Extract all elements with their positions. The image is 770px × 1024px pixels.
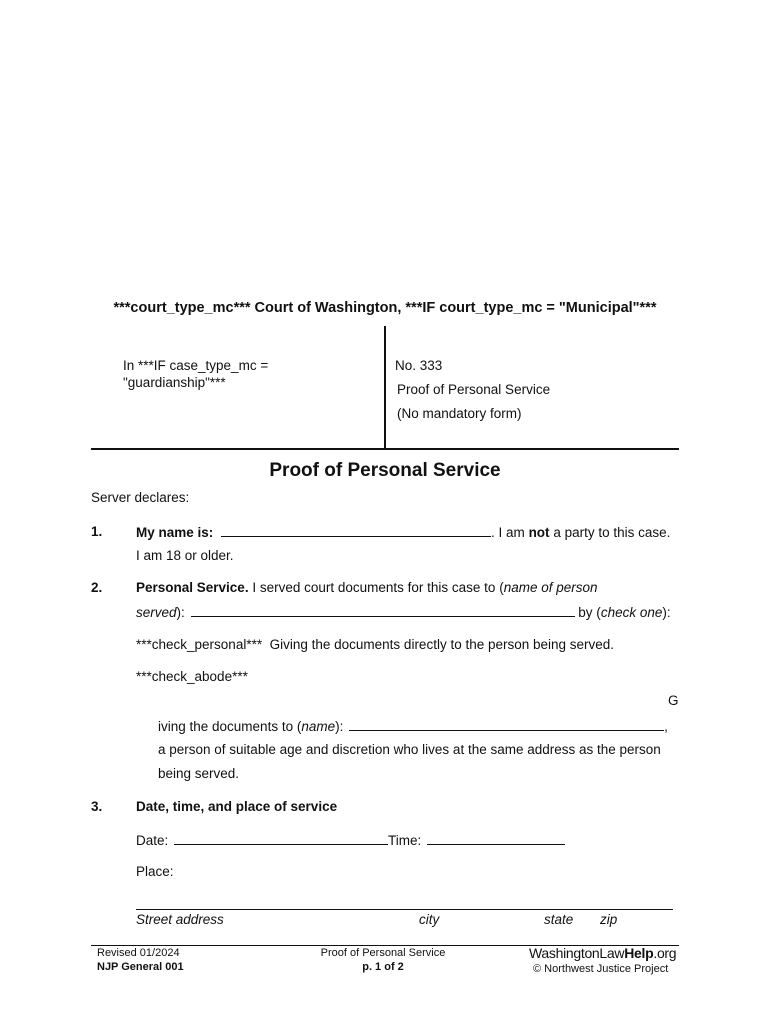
intro-text: Server declares:	[91, 490, 190, 505]
abode-comma: ,	[664, 719, 668, 734]
item1-not: not	[528, 525, 550, 540]
option-personal[interactable]	[136, 637, 614, 652]
footer-revised: Revised 01/2024	[97, 947, 180, 959]
footer-page-number: p. 1 of 2	[362, 961, 404, 973]
logo-part-a: Washington	[529, 945, 600, 961]
washingtonlawhelp-logo[interactable]	[529, 945, 676, 961]
zip-label: zip	[600, 912, 618, 927]
item1-label: My name is:	[136, 525, 214, 540]
item1-number: 1.	[91, 524, 103, 539]
street-address-label: Street address	[136, 912, 224, 927]
option-abode-code[interactable]: ***check_abode***	[136, 669, 248, 684]
footer-center-title: Proof of Personal Service	[320, 947, 446, 959]
item1-line2: I am 18 or older.	[136, 548, 234, 563]
item2-text: I served court documents for this case to (	[248, 580, 504, 595]
logo-part-b: Law	[599, 945, 625, 961]
time-blank-field[interactable]	[427, 832, 565, 845]
city-label: city	[419, 912, 440, 927]
item2-by: by (	[574, 605, 601, 620]
item2-line2	[136, 604, 671, 620]
abode-name-blank-field[interactable]	[349, 718, 664, 731]
page-title: Proof of Personal Service	[269, 460, 501, 481]
caption-vertical-divider	[384, 326, 386, 450]
item1-after-line: . I am	[491, 525, 529, 540]
option-personal-text: Giving the documents directly to the person being served.	[269, 637, 615, 652]
item3-number: 3.	[91, 799, 103, 814]
footer-copyright: © Northwest Justice Project	[533, 963, 669, 975]
option-abode-line3: being served.	[158, 766, 240, 781]
option-abode-line1	[158, 718, 668, 734]
name-blank-field[interactable]	[221, 524, 491, 537]
caption-bottom-rule	[91, 448, 679, 450]
logo-part-c: Help	[624, 945, 654, 961]
item2-check-one: check one	[600, 605, 663, 620]
item2-number: 2.	[91, 580, 103, 595]
option-personal-code: ***check_personal***	[136, 637, 263, 652]
footer-form-id: NJP General 001	[97, 961, 184, 973]
date-label: Date:	[136, 833, 169, 848]
option-abode-line2: a person of suitable age and discretion who lives at the same address as the person	[158, 742, 661, 757]
item2-end: ):	[662, 605, 671, 620]
abode-line1-pre: iving the documents to (	[158, 719, 302, 734]
item2-after-italic2: ):	[176, 605, 185, 620]
item2-label: Personal Service.	[136, 580, 249, 595]
item2-italic1: name of person	[503, 580, 598, 595]
item2-italic2: served	[136, 605, 177, 620]
case-number: No. 333	[395, 358, 443, 373]
caption-doc-title: Proof of Personal Service	[397, 382, 551, 397]
place-label: Place:	[136, 864, 174, 879]
item2-line1	[136, 580, 598, 595]
logo-part-d: .org	[653, 945, 677, 961]
date-time-row	[136, 832, 565, 848]
place-blank-field[interactable]	[136, 909, 673, 910]
date-blank-field[interactable]	[174, 832, 388, 845]
abode-line1-italic: name	[301, 719, 336, 734]
item1-after-not: a party to this case.	[549, 525, 671, 540]
served-person-blank-field[interactable]	[191, 604, 575, 617]
abode-line1-post: ):	[335, 719, 344, 734]
state-label: state	[544, 912, 574, 927]
stray-letter-g: G	[668, 693, 679, 708]
item3-label: Date, time, and place of service	[136, 799, 338, 814]
court-header: ***court_type_mc*** Court of Washington, ***IF court_type_mc = "Municipal"***	[113, 300, 657, 316]
caption-party-text: In ***IF case_type_mc = "guardianship"***	[123, 358, 269, 390]
caption-note: (No mandatory form)	[397, 406, 522, 421]
item1-line1	[136, 524, 670, 540]
time-label: Time:	[388, 833, 422, 848]
